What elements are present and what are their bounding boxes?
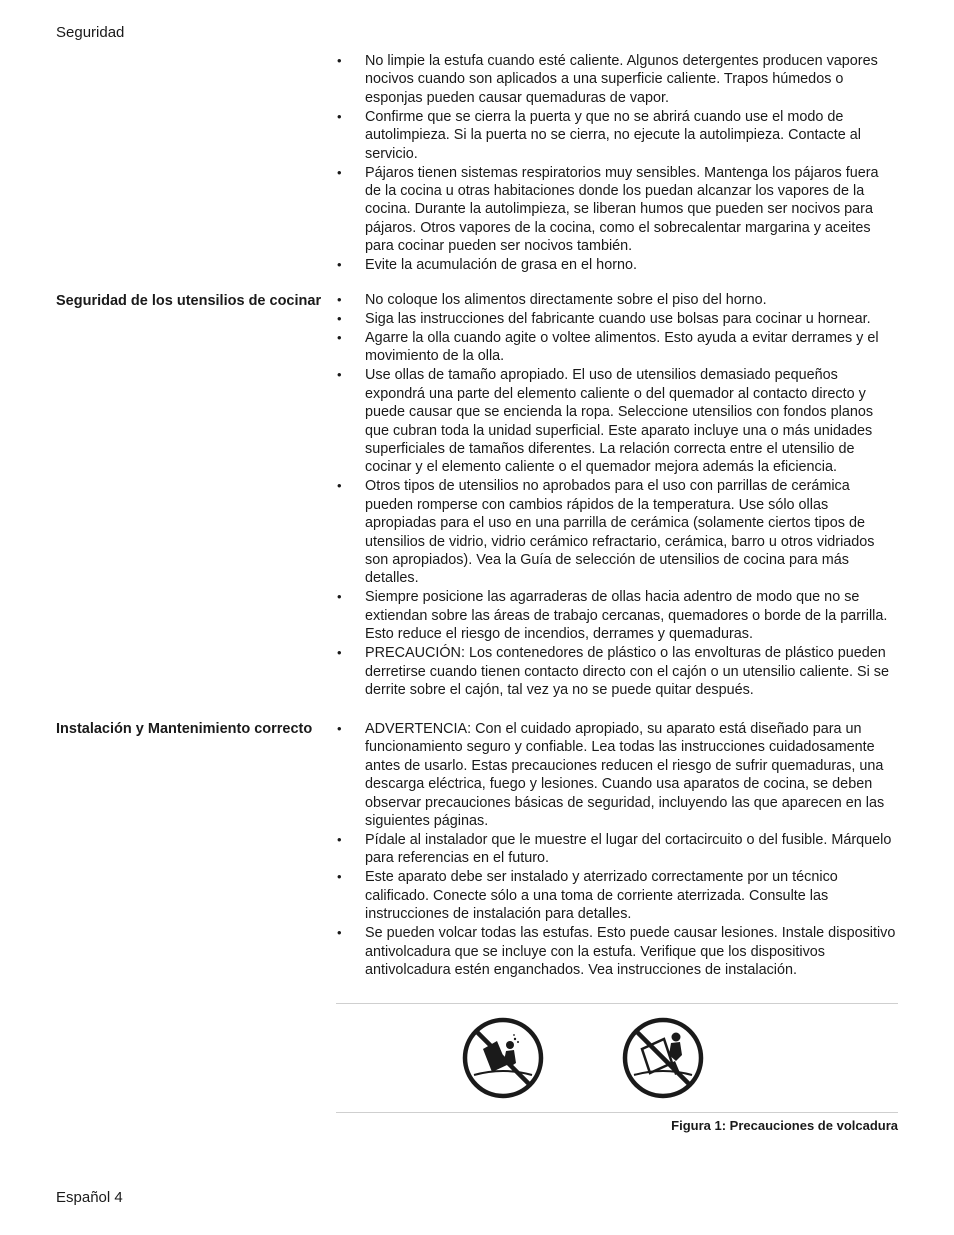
list-item: • ADVERTENCIA: Con el cuidado apropiado, su aparato está diseñado para un funcionamiento seguro y confiable. Lea todas las instrucciones cuidadosamente antes de usarlo. Estas precauciones reducen el riesgo de sufrir quemaduras, una descarga eléctrica, fuego y lesiones. Cuando usa aparatos de cocina, se deben observar precauciones básicas de seguridad, incluyendo las que aparecen en las siguientes páginas. [336, 720, 898, 830]
bullet-list-installation [336, 720, 898, 980]
list-item: • Siga las instrucciones del fabricante cuando use bolsas para cocinar u hornear. [336, 310, 898, 328]
bullet-list-cookware [336, 291, 898, 700]
no-tip-over-climbing-icon [620, 1015, 706, 1101]
list-item: • No limpie la estufa cuando esté caliente. Algunos detergentes producen vapores nocivos cuando son aplicados a una superficie caliente. Trapos húmedos o esponjas pueden causar quemaduras de vapor. [336, 52, 898, 107]
list-item: • PRECAUCIÓN: Los contenedores de plástico o las envolturas de plástico pueden derretirse cuando tienen contacto directo con el cajón o un utensilio caliente. Si se derrite sobre el cajón, tal vez ya no se puede quitar después. [336, 644, 898, 699]
section-heading-installation: Instalación y Mantenimiento correcto [56, 721, 313, 737]
list-item: • Use ollas de tamaño apropiado. El uso de utensilios demasiado pequeños expondrá una parte del elemento caliente o del quemador al contacto directo y puede causar que se encienda la ropa. Seleccione utensilios con fondos planos que cubran toda la unidad superficial. Este aparato incluye una o más unidades superficiales de tamaños diferentes. La relación correcta entre el utensilio de cocinar y el elemento caliente o el quemador mejora además la eficiencia. [336, 366, 898, 476]
list-item: • Siempre posicione las agarraderas de ollas hacia adentro de modo que no se extiendan sobre las áreas de trabajo cercanas, quemadores o borde de la parrilla. Esto reduce el riesgo de incendios, derrames y quemaduras. [336, 588, 898, 643]
list-item: • Confirme que se cierra la puerta y que no se abrirá cuando use el modo de autolimpieza. Si la puerta no se cierra, no ejecute la autolimpieza. Contacte al servicio. [336, 108, 898, 163]
list-item: • Pídale al instalador que le muestre el lugar del cortacircuito o del fusible. Márquelo para referencias en el futuro. [336, 831, 898, 868]
list-item: • Se pueden volcar todas las estufas. Esto puede causar lesiones. Instale dispositivo antivolcadura que se incluye con la estufa. Verifique que los dispositivos antivolcadura estén enganchados. Vea instrucciones de instalación. [336, 924, 898, 979]
list-item: • Agarre la olla cuando agite o voltee alimentos. Esto ayuda a evitar derrames y el movimiento de la olla. [336, 329, 898, 366]
list-item: • No coloque los alimentos directamente sobre el piso del horno. [336, 291, 898, 309]
bullet-list-cleaning [336, 52, 898, 275]
list-item: • Otros tipos de utensilios no aprobados para el uso con parrillas de cerámica pueden romperse con cambios rápidos de la temperatura. Use sólo ollas apropiadas para el uso en una parrilla de cerámica (solamente ciertos tipos de utensilios de vidrio, vidrio cerámico refractario, cerámica, barro u otros vidriados son apropiados). Vea la Guía de selección de utensilios de cocina para más detalles. [336, 477, 898, 587]
list-item: • Evite la acumulación de grasa en el horno. [336, 256, 898, 274]
section-heading-cookware: Seguridad de los utensilios de cocinar [56, 293, 322, 309]
figure-caption: Figura 1: Precauciones de volcadura [671, 1118, 898, 1133]
list-item: • Este aparato debe ser instalado y aterrizado correctamente por un técnico calificado. Conecte sólo a una toma de corriente aterrizada. Consulte las instrucciones de instalación para detalles. [336, 868, 898, 923]
page-footer: Español 4 [56, 1189, 123, 1206]
no-tip-over-child-icon [460, 1015, 546, 1101]
page-header: Seguridad [56, 24, 125, 41]
list-item: • Pájaros tienen sistemas respiratorios muy sensibles. Mantenga los pájaros fuera de la cocina u otras habitaciones donde los puedan alcanzar los vapores de la cocina. Durante la autolimpieza, se liberan humos que pueden ser nocivos para pájaros. Otros vapores de la cocina, como el sobrecalentar margarina y aceites para cocinar pueden ser nocivos también. [336, 164, 898, 256]
figure-bottom-rule [336, 1112, 898, 1113]
figure-top-rule [336, 1003, 898, 1004]
